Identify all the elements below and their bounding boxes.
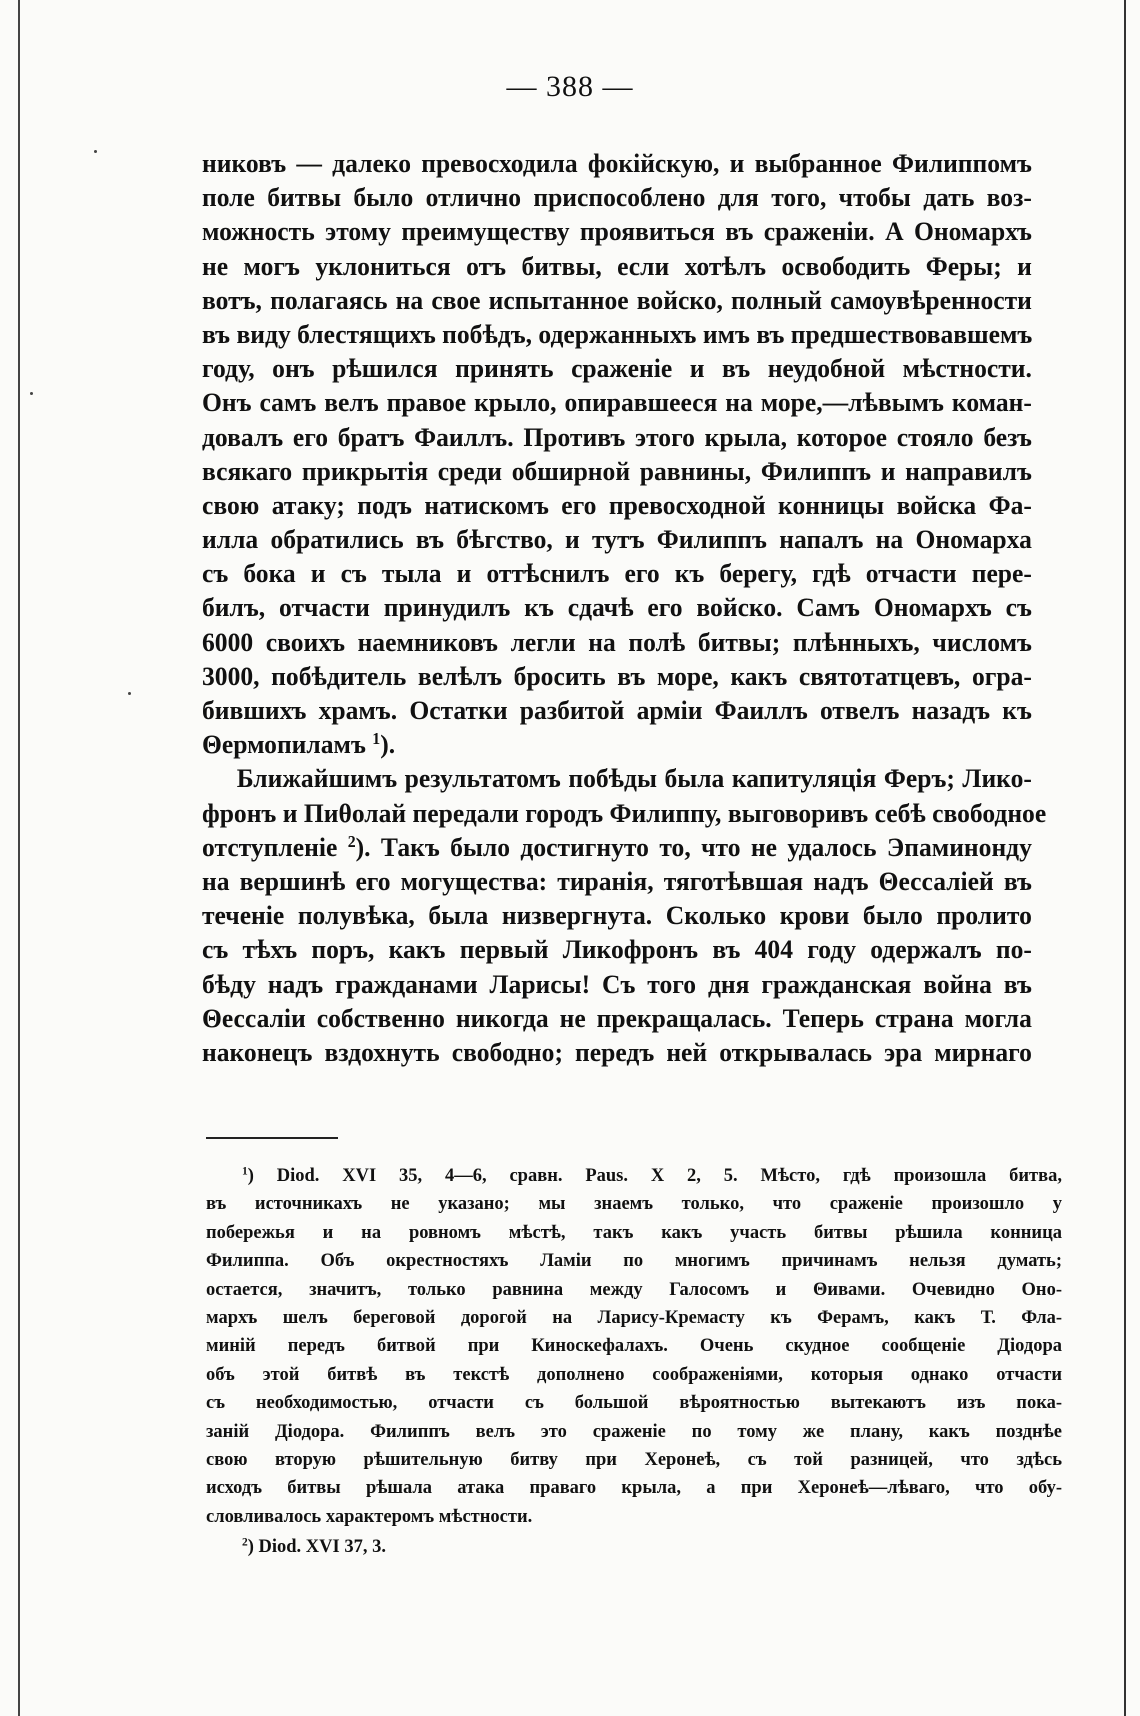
footnote-ref-2[interactable]: 2 — [347, 831, 356, 851]
text-fragment: отступленiе — [202, 831, 338, 862]
text-fragment: Θермопиламъ — [202, 729, 366, 760]
text-line: илла обратились въ бѣгство, и тутъ Филиппъ напалъ на Ономарха — [202, 524, 1032, 555]
text-line: никовъ — далеко превосходила фокiйскую, и выбранное Филиппомъ — [202, 148, 1032, 178]
text-line: свою атаку; подъ натискомъ его превосходной конницы войска Фа- — [202, 489, 1032, 520]
text-line: 6000 своихъ наемниковъ легли на полѣ битвы; плѣнныхъ, числомъ — [202, 626, 1032, 657]
footnote-1-line — [206, 1162, 1062, 1190]
text-line: 3000, побѣдитель велѣлъ бросить въ море, какъ святотатцевъ, огра- — [202, 660, 1032, 691]
text-line: бившихъ храмъ. Остатки разбитой армiи Фаиллъ отвелъ назадъ къ — [202, 695, 1032, 725]
footnote-1-line: свою вторую рѣшительную битву при Херонеѣ, съ той разницей, что здѣсь — [206, 1449, 1062, 1470]
text-line — [202, 727, 1032, 761]
text-fragment: ). Такъ было достигнуто то, что не удалось Эпаминонду — [355, 831, 1032, 862]
footnote-1-line: минiй передъ битвой при Киноскефалахъ. Очень скудное сообщенiе Дiодора — [206, 1336, 1062, 1357]
scan-speck — [30, 392, 33, 395]
footnote-1-line: побережья и на ровномъ мѣстѣ, такъ какъ участь битвы рѣшила конница — [206, 1222, 1062, 1243]
footnote-2-line — [206, 1533, 1062, 1561]
text-line: фронъ и Пиθолай передали городъ Филиппу, выговоривъ себѣ свободное — [202, 797, 1047, 828]
text-line — [202, 830, 1032, 864]
footnote-ref-1[interactable]: 1 — [372, 729, 381, 749]
text-line: наконецъ вздохнуть свободно; передъ ней открывалась эра мирнаго — [202, 1036, 1032, 1067]
text-line: Ближайшимъ результатомъ побѣды была капитуляцiя Феръ; Лико- — [236, 763, 1032, 794]
footnote-1-line: мархъ шелъ береговой дорогой на Ларису-Кремасту къ Ферамъ, какъ Т. Фла- — [206, 1307, 1062, 1328]
scan-speck — [128, 692, 131, 695]
text-line: теченiе полувѣка, была низвергнута. Сколько крови было пролито — [202, 900, 1032, 931]
footnote-1-marker: 1 — [242, 1165, 248, 1178]
text-fragment: ) Diod. XVI 35, 4—6, сравн. Paus. X 2, 5. Мѣсто, гдѣ произошла битва, — [247, 1166, 1062, 1186]
text-line: съ бока и съ тыла и оттѣснилъ его къ берегу, гдѣ отчасти пере- — [202, 558, 1032, 589]
footnotes — [206, 1162, 1062, 1561]
text-line: Θессалiи собственно никогда не прекращалась. Теперь страна могла — [202, 1002, 1032, 1033]
footnote-1-line: остается, значитъ, только равнина между Галосомъ и Θивами. Очевидно Оно- — [206, 1279, 1062, 1300]
text-line: не могъ уклониться отъ битвы, если хотѣлъ освободить Феры; и — [202, 250, 1032, 281]
main-text — [202, 146, 1047, 1069]
page-left-edge — [18, 0, 20, 1716]
footnote-2-marker: 2 — [242, 1536, 248, 1549]
text-line: въ виду блестящихъ побѣдъ, одержанныхъ имъ въ предшествовавшемъ — [202, 318, 1033, 349]
footnote-divider — [206, 1137, 338, 1139]
footnote-1-line: объ этой битвѣ въ текстѣ дополнено соображенiями, которыя однако отчасти — [206, 1364, 1062, 1385]
text-line: всякаго прикрытiя среди обширной равнины, Филиппъ и направилъ — [202, 455, 1032, 486]
scan-speck — [94, 150, 97, 153]
text-line: довалъ его братъ Фаиллъ. Противъ этого крыла, которое стояло безъ — [202, 421, 1032, 452]
page-right-edge — [1124, 0, 1126, 1716]
footnote-1-line: занiй Дiодора. Филиппъ велъ это сраженiе по тому же плану, какъ позднѣе — [206, 1421, 1062, 1442]
text-fragment: ) Diod. XVI 37, 3. — [247, 1537, 386, 1558]
footnote-1-line: словливалось характеромъ мѣстности. — [206, 1506, 533, 1527]
text-line: можность этому преимуществу проявиться въ сраженiи. А Ономархъ — [202, 216, 1032, 247]
footnote-1-line: съ необходимостью, отчасти съ большой вѣроятностью вытекаютъ изъ пока- — [206, 1393, 1062, 1414]
text-line: вотъ, полагаясь на свое испытанное войско, полный самоувѣренности — [202, 284, 1032, 315]
page-number: — 388 — — [506, 70, 634, 103]
text-line: году, онъ рѣшился принять сраженiе и въ неудобной мѣстности. — [202, 353, 1032, 384]
text-line: поле битвы было отлично приспособлено для того, чтобы дать воз- — [202, 182, 1032, 213]
text-line: на вершинѣ его могущества: тиранiя, тяготѣвшая надъ Θессалiей въ — [202, 865, 1032, 896]
footnote-1-line: исходъ битвы рѣшала атака праваго крыла, а при Херонеѣ—лѣваго, что обу- — [206, 1478, 1062, 1499]
footnote-1-line: Филиппа. Объ окрестностяхъ Ламiи по многимъ причинамъ нельзя думать; — [206, 1251, 1062, 1272]
text-line: съ тѣхъ поръ, какъ первый Ликофронъ въ 404 году одержалъ по- — [202, 934, 1032, 965]
text-line: Онъ самъ велъ правое крыло, опиравшееся на море,—лѣвымъ коман- — [202, 387, 1032, 418]
text-line: бѣду надъ гражданами Ларисы! Съ того дня гражданская война въ — [202, 968, 1032, 999]
text-line: билъ, отчасти принудилъ къ сдачѣ его войско. Самъ Ономархъ съ — [202, 592, 1032, 623]
footnote-1-line: въ источникахъ не указано; мы знаемъ только, что сраженiе произошло у — [206, 1194, 1062, 1215]
text-fragment: ). — [380, 729, 396, 760]
